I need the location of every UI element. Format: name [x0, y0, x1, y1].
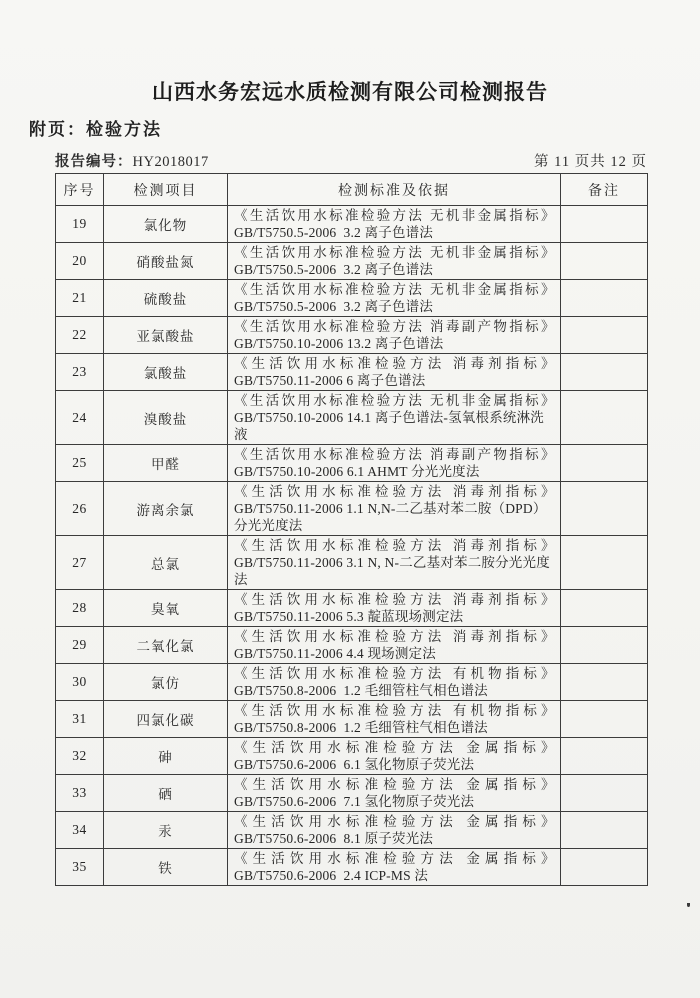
row-number: 32 — [56, 738, 104, 775]
row-standard-method: GB/T5750.5-2006 3.2 离子色谱法 — [234, 225, 434, 240]
table-row — [56, 206, 648, 243]
row-standard-title: 《生活饮用水标准检验方法 无机非金属指标》 — [234, 393, 555, 408]
row-remark — [561, 627, 648, 664]
row-standard-title: 《生活饮用水标准检验方法 金属指标》 — [234, 814, 555, 829]
row-standard-title: 《生活饮用水标准检验方法 无机非金属指标》 — [234, 282, 555, 297]
row-number: 24 — [56, 391, 104, 445]
row-remark — [561, 701, 648, 738]
page-indicator: 第 11 页共 12 页 — [534, 154, 647, 170]
report-number-value: HY2018017 — [132, 154, 209, 170]
scan-artifact-dot — [687, 903, 690, 907]
row-number: 29 — [56, 627, 104, 664]
page-title: 山西水务宏远水质检测有限公司检测报告 — [152, 80, 548, 104]
row-number: 31 — [56, 701, 104, 738]
row-standard-method: GB/T5750.6-2006 7.1 氢化物原子荧光法 — [234, 794, 475, 809]
row-remark — [561, 445, 648, 482]
row-number: 22 — [56, 317, 104, 354]
row-remark — [561, 536, 648, 590]
row-remark — [561, 812, 648, 849]
report-number-label: 报告编号： — [55, 154, 133, 170]
row-standard-method: GB/T5750.6-2006 2.4 ICP-MS 法 — [234, 868, 429, 883]
header-cell-remark: 备注 — [561, 174, 648, 206]
row-item: 砷 — [104, 738, 228, 775]
row-standard — [228, 664, 561, 701]
row-standard — [228, 812, 561, 849]
row-number: 34 — [56, 812, 104, 849]
table-row — [56, 738, 648, 775]
row-number: 28 — [56, 590, 104, 627]
row-standard-title: 《生活饮用水标准检验方法 无机非金属指标》 — [234, 245, 555, 260]
row-number: 26 — [56, 482, 104, 536]
row-standard — [228, 391, 561, 445]
row-standard-title: 《生活饮用水标准检验方法 金属指标》 — [234, 740, 555, 755]
row-number: 21 — [56, 280, 104, 317]
row-standard-title: 《生活饮用水标准检验方法 消毒副产物指标》 — [234, 447, 555, 462]
row-standard — [228, 317, 561, 354]
row-standard-title: 《生活饮用水标准检验方法 金属指标》 — [234, 851, 555, 866]
row-item: 硒 — [104, 775, 228, 812]
methods-table-body — [56, 206, 648, 886]
row-item: 臭氧 — [104, 590, 228, 627]
row-item: 总氯 — [104, 536, 228, 590]
row-standard — [228, 206, 561, 243]
row-standard — [228, 627, 561, 664]
header-cell-no: 序号 — [56, 174, 104, 206]
report-meta-row — [55, 150, 647, 171]
row-standard — [228, 354, 561, 391]
row-number: 23 — [56, 354, 104, 391]
row-item: 氯化物 — [104, 206, 228, 243]
row-standard-method: GB/T5750.10-2006 6.1 AHMT 分光光度法 — [234, 464, 480, 479]
row-standard-method: GB/T5750.8-2006 1.2 毛细管柱气相色谱法 — [234, 720, 488, 735]
row-remark — [561, 664, 648, 701]
row-remark — [561, 354, 648, 391]
table-row — [56, 536, 648, 590]
row-standard-method: GB/T5750.11-2006 4.4 现场测定法 — [234, 646, 436, 661]
row-standard-title: 《生活饮用水标准检验方法 有机物指标》 — [234, 703, 555, 718]
attachment-subtitle: 附页：检验方法 — [29, 120, 162, 139]
table-row — [56, 445, 648, 482]
row-standard-method: GB/T5750.11-2006 1.1 N,N-二乙基对苯二胺（DPD）分光光度法 — [234, 501, 547, 533]
table-row — [56, 664, 648, 701]
row-standard-method: GB/T5750.6-2006 6.1 氢化物原子荧光法 — [234, 757, 475, 772]
row-number: 35 — [56, 849, 104, 886]
table-row — [56, 280, 648, 317]
row-remark — [561, 206, 648, 243]
row-number: 30 — [56, 664, 104, 701]
row-item: 甲醛 — [104, 445, 228, 482]
row-item: 汞 — [104, 812, 228, 849]
row-number: 19 — [56, 206, 104, 243]
row-item: 二氧化氯 — [104, 627, 228, 664]
row-standard — [228, 590, 561, 627]
table-row — [56, 391, 648, 445]
row-remark — [561, 849, 648, 886]
row-standard-method: GB/T5750.10-2006 14.1 离子色谱法-氢氧根系统淋洗液 — [234, 410, 544, 442]
row-remark — [561, 590, 648, 627]
row-standard-title: 《生活饮用水标准检验方法 金属指标》 — [234, 777, 555, 792]
row-remark — [561, 482, 648, 536]
row-number: 20 — [56, 243, 104, 280]
row-remark — [561, 738, 648, 775]
row-remark — [561, 391, 648, 445]
table-row — [56, 849, 648, 886]
row-standard-title: 《生活饮用水标准检验方法 消毒剂指标》 — [234, 538, 555, 553]
row-standard — [228, 280, 561, 317]
table-row — [56, 775, 648, 812]
row-standard-title: 《生活饮用水标准检验方法 消毒剂指标》 — [234, 356, 555, 371]
row-standard-method: GB/T5750.5-2006 3.2 离子色谱法 — [234, 262, 434, 277]
row-standard — [228, 849, 561, 886]
row-standard-title: 《生活饮用水标准检验方法 消毒副产物指标》 — [234, 319, 555, 334]
row-remark — [561, 280, 648, 317]
row-standard — [228, 482, 561, 536]
row-standard-title: 《生活饮用水标准检验方法 消毒剂指标》 — [234, 592, 555, 607]
row-remark — [561, 243, 648, 280]
row-remark — [561, 775, 648, 812]
row-standard — [228, 775, 561, 812]
table-row — [56, 317, 648, 354]
row-standard-title: 《生活饮用水标准检验方法 有机物指标》 — [234, 666, 555, 681]
row-item: 四氯化碳 — [104, 701, 228, 738]
row-item: 硫酸盐 — [104, 280, 228, 317]
row-standard — [228, 536, 561, 590]
table-row — [56, 627, 648, 664]
row-item: 铁 — [104, 849, 228, 886]
row-remark — [561, 317, 648, 354]
table-row — [56, 354, 648, 391]
row-standard-title: 《生活饮用水标准检验方法 消毒剂指标》 — [234, 629, 555, 644]
report-number — [55, 150, 209, 171]
row-standard — [228, 445, 561, 482]
table-row — [56, 701, 648, 738]
table-row — [56, 482, 648, 536]
row-standard-method: GB/T5750.8-2006 1.2 毛细管柱气相色谱法 — [234, 683, 488, 698]
row-standard-method: GB/T5750.11-2006 3.1 N, N-二乙基对苯二胺分光光度法 — [234, 555, 550, 587]
row-standard-title: 《生活饮用水标准检验方法 无机非金属指标》 — [234, 208, 555, 223]
table-header-row — [56, 174, 648, 206]
header-cell-standard: 检测标准及依据 — [228, 174, 561, 206]
row-standard-title: 《生活饮用水标准检验方法 消毒剂指标》 — [234, 484, 555, 499]
row-item: 游离余氯 — [104, 482, 228, 536]
row-item: 氯酸盐 — [104, 354, 228, 391]
row-number: 27 — [56, 536, 104, 590]
table-row — [56, 812, 648, 849]
row-standard-method: GB/T5750.11-2006 5.3 靛蓝现场测定法 — [234, 609, 464, 624]
header-cell-item: 检测项目 — [104, 174, 228, 206]
row-standard-method: GB/T5750.6-2006 8.1 原子荧光法 — [234, 831, 434, 846]
table-row — [56, 590, 648, 627]
row-number: 33 — [56, 775, 104, 812]
row-standard-method: GB/T5750.5-2006 3.2 离子色谱法 — [234, 299, 434, 314]
row-standard — [228, 243, 561, 280]
row-item: 亚氯酸盐 — [104, 317, 228, 354]
row-item: 溴酸盐 — [104, 391, 228, 445]
row-standard — [228, 701, 561, 738]
row-standard-method: GB/T5750.11-2006 6 离子色谱法 — [234, 373, 426, 388]
row-standard-method: GB/T5750.10-2006 13.2 离子色谱法 — [234, 336, 444, 351]
test-methods-table — [55, 173, 648, 886]
row-number: 25 — [56, 445, 104, 482]
row-item: 硝酸盐氮 — [104, 243, 228, 280]
table-row — [56, 243, 648, 280]
row-item: 氯仿 — [104, 664, 228, 701]
row-standard — [228, 738, 561, 775]
